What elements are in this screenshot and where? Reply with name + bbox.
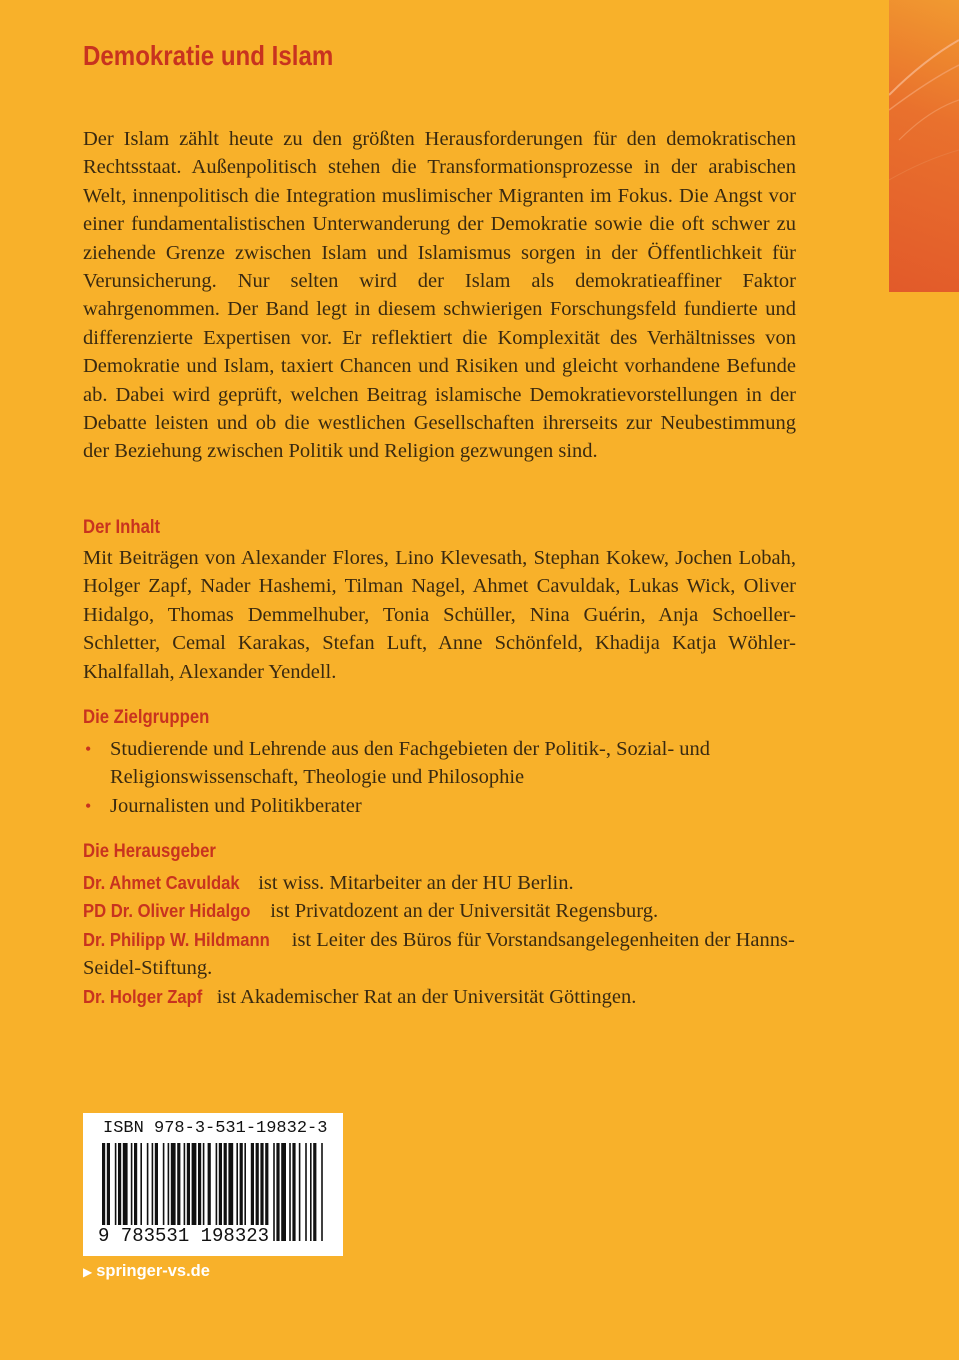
editor-item — [83, 869, 796, 897]
editors-list — [83, 869, 796, 1011]
section-heading-zielgruppen: Die Zielgruppen — [83, 707, 210, 728]
intro-paragraph: Der Islam zählt heute zu den größten Herausforderungen für den demokratischen Rechtsstaat. Außenpolitisch stehen die Transformationsprozesse in der arabischen Welt, innenpolitisch die Integration muslimischer Migranten im Fokus. Die Angst vor einer fundamentalistischen Unterwanderung der Demokratie sowie die oft schwer zu ziehende Grenze zwischen Islam und Islamismus sorgen in der Öffentlichkeit für Verunsicherung. Nur selten wird der Islam als demokratieaffiner Faktor wahrgenommen. Der Band legt in diesem schwierigen Forschungsfeld fundierte und differenzierte Expertisen vor. Er reflektiert die Komplexität des Verhältnisses von Demokratie und Islam, taxiert Chancen und Risiken und gleicht vorhandene Befunde ab. Dabei wird geprüft, welchen Beitrag islamische Demokratievorstellungen in der Debatte leisten und ob die westlichen Gesellschaften ihrerseits zur Neubestimmung der Beziehung zwischen Politik und Religion gezwungen sind. — [83, 128, 796, 463]
play-arrow-icon: ▶ — [83, 1265, 93, 1279]
editor-description: ist Leiter des Büros für Vorstandsangelegenheiten der Hanns-Seidel-Stiftung. — [83, 928, 795, 980]
publisher-url: springer-vs.de — [96, 1262, 210, 1280]
contributors-paragraph: Mit Beiträgen von Alexander Flores, Lino Klevesath, Stephan Kokew, Jochen Lobah, Holger Zapf, Nader Hashemi, Tilman Nagel, Ahmet Cavuldak, Lukas Wick, Oliver Hidalgo, Thomas Demmelhuber, Tonia Schüller, Nina Guérin, Anja Schoeller-Schletter, Cemal Karakas, Stefan Luft, Anne Schönfeld, Khadija Katja Wöhler-Khalfallah, Alexander Yendell. — [83, 547, 796, 683]
editor-item — [83, 983, 796, 1011]
editor-name: PD Dr. Oliver Hidalgo — [83, 900, 251, 922]
editor-description: ist Akademischer Rat an der Universität Göttingen. — [211, 985, 637, 1008]
editor-description: ist Privatdozent an der Universität Regensburg. — [265, 900, 659, 923]
editor-item — [83, 926, 796, 983]
publisher-link[interactable] — [83, 1262, 210, 1281]
editor-name: Dr. Philipp W. Hildmann — [83, 928, 270, 950]
editor-item — [83, 897, 796, 925]
list-item: • Journalisten und Politikberater — [83, 792, 796, 820]
target-groups-list — [83, 735, 796, 820]
cover-corner-graphic — [889, 0, 959, 292]
isbn-barcode — [83, 1113, 343, 1256]
section-heading-herausgeber: Die Herausgeber — [83, 841, 216, 862]
barcode-digits: 9 783531 198323 — [98, 1225, 270, 1247]
list-item: • Studierende und Lehrende aus den Fachgebieten der Politik-, Sozial- und Religionswissenschaft, Theologie und Philosophie — [83, 735, 796, 792]
isbn-label: ISBN 978-3-531-19832-3 — [103, 1119, 328, 1138]
editor-name: Dr. Ahmet Cavuldak — [83, 872, 240, 893]
editor-description: ist wiss. Mitarbeiter an der HU Berlin. — [253, 872, 574, 894]
editor-name: Dr. Holger Zapf — [83, 985, 203, 1007]
section-heading-inhalt: Der Inhalt — [83, 517, 161, 538]
book-title: Demokratie und Islam — [83, 40, 334, 71]
